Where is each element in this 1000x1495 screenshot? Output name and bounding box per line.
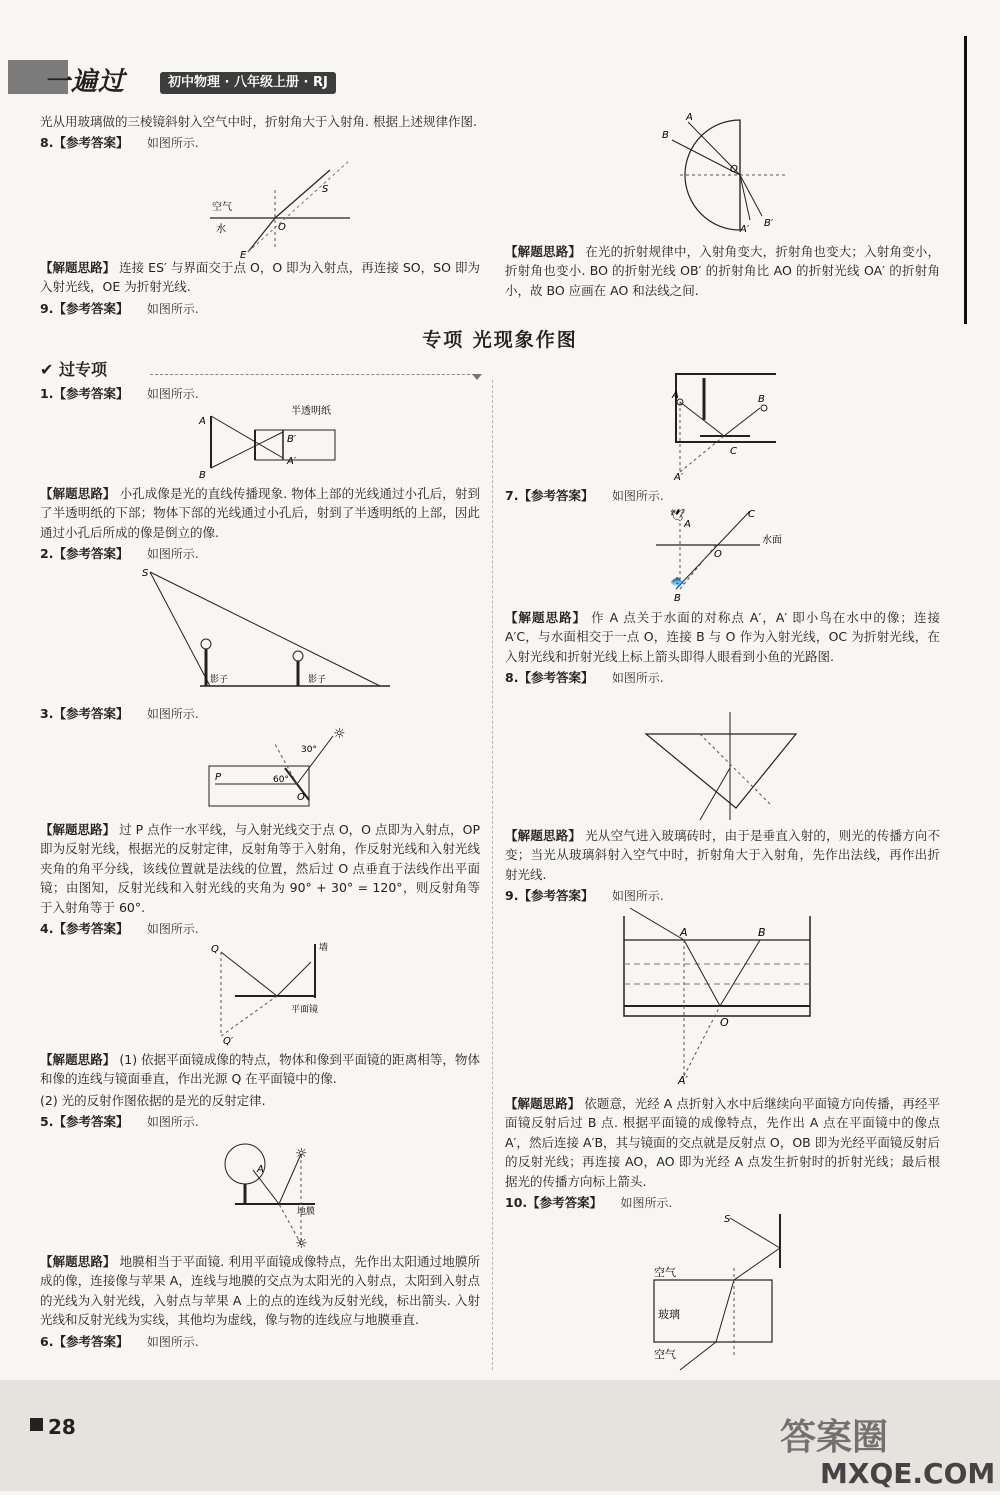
page-marker	[30, 1418, 43, 1431]
label-b2: B′	[764, 218, 774, 229]
q4-reflected-ray	[277, 962, 311, 996]
q5-think	[40, 1252, 480, 1330]
q7-label-b: B	[674, 593, 681, 604]
q2-ray-2	[150, 572, 380, 686]
q10-reflected-ray	[734, 1248, 780, 1280]
q10-exit-ray	[680, 1342, 716, 1370]
q3-think-text: 过 P 点作一水平线，与入射光线交于点 O，O 点即为入射点，OP 即为反射光线，根据光的反射定律，反射角等于入射角，作反射光线和入射光线夹角的角平分线，该线位置就是法线的位置，然后过 O 点垂直于法线作出平面镜；由图知，反射光线和入射光线的夹角为 90° + 30° = 120°，则反射角等于入射角等于 60°.	[40, 822, 480, 915]
q10-refracted-ray	[716, 1280, 734, 1342]
q9r-label-a: A	[680, 926, 688, 939]
q9r-hint: 如图所示.	[611, 889, 664, 904]
q4-think-block	[40, 1050, 480, 1134]
q9r-label-a2: A′	[678, 1074, 689, 1086]
q7-think-block	[505, 608, 940, 690]
q2-label: 【参考答案】	[53, 546, 129, 562]
q7-ray-a2o	[680, 545, 716, 589]
q9r-label-b: B	[758, 926, 766, 939]
q7-number: 7.	[505, 488, 519, 503]
q6-label-a: A	[672, 390, 679, 401]
q1-number: 1.	[40, 386, 54, 401]
q1-label-b: B	[199, 470, 206, 481]
q2-number: 2.	[40, 546, 54, 562]
q8r-number: 8.	[505, 670, 519, 686]
q5-label: 【参考答案】	[53, 1114, 129, 1130]
q8-hint: 如图所示.	[146, 136, 199, 151]
sub-heading-triangle-icon	[472, 374, 482, 380]
q6-label-b: B	[758, 394, 765, 405]
q2-ray-1	[150, 572, 210, 686]
q5-number: 5.	[40, 1114, 54, 1130]
q5-figure	[215, 1134, 345, 1250]
q4-wall-label: 墙	[319, 943, 329, 953]
q10-air-label-1: 空气	[654, 1266, 676, 1279]
q6-number: 6.	[40, 1333, 54, 1349]
q8-think-label: 【解题思路】	[40, 260, 116, 275]
q9r-think-block	[505, 1094, 940, 1214]
top-right-think	[505, 242, 940, 302]
q3-label-o: O	[297, 792, 305, 803]
q1-figure	[195, 402, 385, 484]
q9r-number: 9.	[505, 888, 519, 904]
q2-shadow-1: 影子	[210, 675, 229, 685]
q3-sun-icon: ☼	[333, 726, 346, 742]
q4-think-text-1: (1) 依据平面镜成像的特点，物体和像到平面镜的距离相等，物体和像的连线与镜面垂直，作出光源 Q 在平面镜中的像.	[40, 1052, 480, 1087]
q8r-think	[505, 826, 940, 884]
q7-fish-icon: 🐟	[670, 574, 685, 588]
q5-think-block	[40, 1252, 480, 1353]
q9r-refracted-ray	[684, 940, 720, 1006]
q6-reflected-ray	[724, 408, 760, 436]
q1-think-text: 小孔成像是光的直线传播现象. 物体上部的光线通过小孔后，射到了半透明纸的下部；物体下部的光线通过小孔后，射到了半透明纸的上部，因此通过小孔后所成的像是倒立的像.	[40, 486, 480, 540]
q3-answer	[40, 704, 480, 724]
q8-think	[40, 258, 480, 297]
q6-point-b	[761, 405, 767, 411]
q8r-prism-figure	[640, 708, 810, 826]
watermark-url: MXQE.COM	[820, 1457, 996, 1490]
q3-think-block	[40, 820, 480, 940]
q8r-prism	[646, 734, 796, 808]
q4-hint: 如图所示.	[146, 921, 199, 936]
top-rule	[964, 36, 967, 324]
q8-label: 【参考答案】	[53, 135, 129, 151]
q9r-reflected-ray	[720, 940, 760, 1006]
q5-label-a: A	[257, 1164, 264, 1175]
sub-heading	[40, 358, 107, 383]
header-tag: 初中物理 · 八年级上册 · RJ	[160, 72, 336, 94]
q7-think-label: 【解题思路】	[505, 610, 587, 625]
q8r-refracted-ray	[700, 768, 730, 820]
q1-think-block	[40, 484, 480, 566]
q8-answer	[40, 133, 480, 153]
q5-sun-icon: ☼	[295, 1146, 308, 1162]
q7-water-label: 水面	[762, 535, 782, 546]
q10-incident-ray	[730, 1218, 780, 1248]
q9r-think-label: 【解题思路】	[505, 1096, 581, 1111]
q2-label-s: S	[142, 568, 149, 579]
top-right-think-text: 在光的折射规律中，入射角变大，折射角也变大；入射角变小，折射角也变小. BO 的折射光线 OB′ 的折射角比 AO 的折射光线 OA′ 的折射角小，故 BO 应画在 AO 和法线之间.	[505, 244, 940, 298]
q5-hint: 如图所示.	[146, 1115, 199, 1130]
q9r-answer	[505, 886, 940, 906]
q4-think	[40, 1050, 480, 1089]
q7-label-a: A	[684, 519, 691, 530]
q7-figure	[650, 505, 800, 605]
q9r-label-o: O	[720, 1016, 729, 1029]
q7-think-text: 作 A 点关于水面的对称点 A′，A′ 即小鸟在水中的像；连接 A′C，与水面相交于一点 O，连接 B 与 O 作为入射光线，OC 为折射光线，在入射光线和折射光线上标上箭头即得人眼看到小鱼的光路图.	[505, 610, 940, 664]
column-divider	[492, 380, 493, 1370]
q9r-think-text: 依题意，光经 A 点折射入水中后继续向平面镜方向传播，再经平面镜反射后过 B 点. 根据平面镜的成像特点，先作出 A 点在平面镜中的像点 A′，然后连接 A′B，其与镜面的交点就是反射点 O，OB 即为光经平面镜反射后的反射光线；再连接 AO，AO 即为光经 A 点发生折射时的折射光线；最后根据光的传播方向标上箭头.	[505, 1096, 940, 1189]
q1-label: 【参考答案】	[53, 386, 129, 401]
q8-refracted-ray	[248, 218, 275, 252]
q7-answer	[505, 486, 940, 506]
q6-figure	[660, 366, 790, 482]
q3-label-p: P	[215, 772, 222, 783]
semicircle-figure	[650, 110, 790, 240]
q5-reflected-ray	[253, 1170, 279, 1204]
q3-figure	[205, 724, 355, 814]
q2-figure	[140, 560, 400, 692]
q4-figure	[205, 936, 355, 1048]
q3-label: 【参考答案】	[53, 706, 129, 721]
label-o: O	[730, 164, 738, 175]
q6-answer	[40, 1332, 480, 1352]
q1-think	[40, 484, 480, 542]
q1-think-label: 【解题思路】	[40, 486, 116, 501]
q8r-think-block	[505, 826, 940, 908]
q3-number: 3.	[40, 706, 54, 721]
q3-think-label: 【解题思路】	[40, 822, 116, 837]
q8r-label: 【参考答案】	[518, 670, 594, 686]
q4-label-q: Q	[211, 944, 219, 955]
top-right-think-label: 【解题思路】	[505, 244, 582, 259]
q6-hint: 如图所示.	[146, 1334, 199, 1349]
q4-mirror-label: 平面镜	[291, 1005, 319, 1015]
q5-think-label: 【解题思路】	[40, 1254, 116, 1269]
q8-air-label: 空气	[212, 202, 232, 213]
q5-sun-image-icon: ☼	[295, 1236, 308, 1250]
section-title: 专项 光现象作图	[422, 329, 578, 351]
q10-glass-label: 玻璃	[658, 1308, 680, 1321]
q4-label-q2: Q′	[223, 1036, 234, 1047]
q6-label: 【参考答案】	[53, 1333, 129, 1349]
q10-air-label-2: 空气	[654, 1348, 676, 1361]
intro-text: 光从用玻璃做的三棱镜斜射入空气中时，折射角大于入射角. 根据上述规律作图.	[40, 114, 477, 129]
q8r-think-text: 光从空气进入玻璃砖时，由于是垂直入射的，则光的传播方向不变；当光从玻璃斜射入空气中时，折射角大于入射角，先作出法线，再作出折射光线.	[505, 828, 940, 882]
q1-paper-label: 半透明纸	[291, 406, 331, 417]
q8-aux-line	[248, 160, 350, 252]
label-b: B	[662, 130, 669, 141]
label-a2: A′	[740, 224, 750, 235]
q4-virtual-ray	[221, 996, 277, 1036]
page-number: 28	[48, 1415, 76, 1439]
q8-o-label: O	[278, 222, 286, 233]
q6-label-c: C	[730, 446, 737, 457]
q7-bird-icon: 🕊	[670, 508, 686, 522]
q7-label-o: O	[714, 549, 722, 560]
q9-label: 【参考答案】	[53, 300, 129, 316]
q9r-think	[505, 1094, 940, 1191]
q9r-label: 【参考答案】	[518, 888, 594, 904]
q8r-normal	[700, 734, 770, 804]
q7-think	[505, 608, 940, 666]
q8r-hint: 如图所示.	[611, 671, 664, 686]
q1-label-b2: B′	[287, 434, 297, 445]
q9-hint: 如图所示.	[146, 301, 199, 316]
top-left-block	[40, 112, 480, 155]
q6-incident-ray	[680, 402, 724, 436]
q8r-think-label: 【解题思路】	[505, 828, 582, 843]
q9r-figure	[620, 906, 820, 1086]
q3-answer-block	[40, 704, 480, 726]
series-logo: 一遍过	[44, 67, 126, 97]
q3-hint: 如图所示.	[146, 707, 199, 721]
q5-membrane-label: 地膜	[297, 1207, 316, 1217]
q4-label: 【参考答案】	[53, 920, 129, 936]
top-right-think-para	[505, 242, 940, 300]
q8-think-block	[40, 258, 480, 320]
q4-number: 4.	[40, 920, 54, 936]
q9r-incident-ray	[630, 908, 684, 940]
q7-label-c: C	[748, 509, 755, 520]
watermark: 答案圈	[780, 1417, 889, 1458]
q1-hint: 如图所示.	[146, 387, 199, 401]
q7-hint: 如图所示.	[611, 489, 664, 503]
q8-e-label: E	[240, 250, 247, 260]
q4-think-label: 【解题思路】	[40, 1052, 116, 1067]
q7-label: 【参考答案】	[518, 488, 594, 503]
q9-number: 9.	[40, 300, 54, 316]
q3-incident-ray	[297, 736, 333, 784]
q3-think	[40, 820, 480, 917]
q10-hint: 如图所示.	[620, 1195, 673, 1210]
sub-heading-rule	[150, 374, 480, 375]
ray-oa2	[740, 175, 750, 220]
q5-answer	[40, 1112, 480, 1132]
q2-shadow-2: 影子	[308, 675, 327, 685]
ray-ob2	[740, 175, 762, 216]
q8-think-text: 连接 ES′ 与界面交于点 O，O 即为入射点，再连接 SO，SO 即为入射光线，OE 为折射光线.	[40, 260, 480, 295]
q10-figure	[640, 1208, 800, 1376]
q2-person-1-head	[201, 639, 211, 649]
q1-label-a: A	[199, 416, 206, 427]
q3-box	[209, 766, 309, 806]
q10-label: 【参考答案】	[527, 1194, 603, 1210]
q3-angle-60: 60°	[273, 775, 289, 785]
q1-label-a2: A′	[287, 456, 297, 467]
sub-heading-text: 过专项	[58, 360, 107, 379]
q10-label-s: S	[724, 1214, 731, 1225]
q10-number: 10.	[505, 1194, 528, 1210]
q4-incident-ray	[221, 952, 277, 996]
q5-think-text: 地膜相当于平面镜. 利用平面镜成像特点，先作出太阳通过地膜所成的像，连接像与苹果 A，连线与地膜的交点为太阳光的入射点，太阳到入射点的光线为入射光线，入射点与苹果 A 上的点的连线为反射光线，标出箭头. 入射光线和反射光线为实线，其他均为虚线，像与物的连线应与地膜垂直.	[40, 1254, 480, 1328]
q8-water-label: 水	[216, 224, 226, 235]
q8-s-label: S	[322, 184, 329, 195]
q4-think-text-2: (2) 光的反射作图依据的是光的反射定律.	[40, 1092, 266, 1108]
q8-figure	[190, 160, 360, 260]
q3-angle-30: 30°	[301, 745, 317, 755]
q1-answer	[40, 384, 480, 404]
q6-label-a2: A′	[674, 472, 684, 482]
q2-person-2-head	[293, 651, 303, 661]
sub-heading-icon: ✔︎	[40, 360, 54, 379]
label-a: A	[686, 112, 693, 123]
q8r-answer	[505, 668, 940, 688]
q2-hint: 如图所示.	[146, 547, 199, 562]
q8-number: 8.	[40, 135, 54, 151]
q9-answer	[40, 299, 480, 319]
